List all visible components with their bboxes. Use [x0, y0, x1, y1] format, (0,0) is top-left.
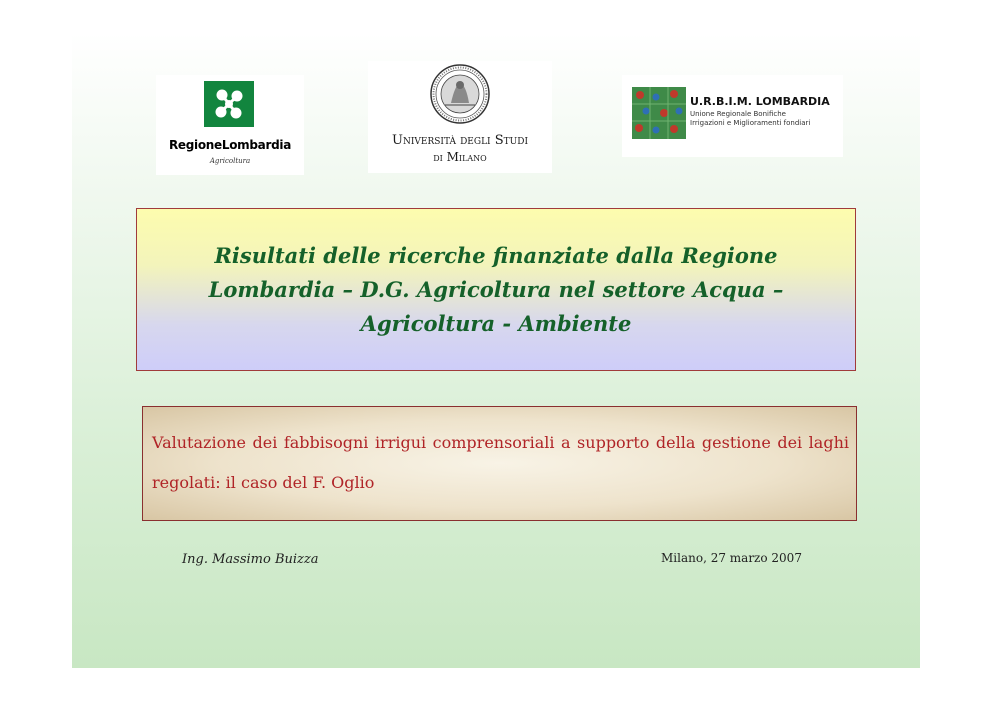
presentation-date: Milano, 27 marzo 2007	[661, 551, 802, 565]
regione-lombardia-emblem	[204, 81, 254, 127]
title-box	[136, 208, 856, 371]
unimi-logo	[368, 61, 552, 173]
presentation-subtitle: Valutazione dei fabbisogni irrigui comprensoriali a supporto della gestione dei laghi regolati: il caso del F. Oglio	[152, 433, 849, 492]
urbim-logo	[622, 75, 843, 157]
regione-lombardia-name: RegioneLombardia	[168, 138, 291, 152]
urbim-subtitle-2: Irrigazioni e Miglioramenti fondiari	[690, 119, 811, 127]
urbim-subtitle-1: Unione Regionale Bonifiche	[690, 110, 786, 118]
rosa-camuna-icon	[204, 81, 254, 127]
presentation-title: Risultati delle ricerche finanziate dalla Regione Lombardia – D.G. Agricoltura nel settore Acqua – Agricoltura - Ambiente	[208, 242, 784, 336]
urbim-title: U.R.B.I.M. LOMBARDIA	[690, 95, 830, 108]
author-name: Ing. Massimo Buizza	[182, 552, 319, 567]
slide	[72, 33, 920, 668]
regione-lombardia-logo	[156, 75, 304, 175]
subtitle-box	[142, 406, 857, 521]
unimi-name-line1: Università degli Studi	[392, 133, 528, 148]
unimi-name-line2: di Milano	[433, 150, 487, 164]
university-seal-icon	[429, 63, 491, 125]
regione-lombardia-sub: Agricoltura	[209, 157, 251, 165]
urbim-pattern-icon	[632, 87, 686, 139]
